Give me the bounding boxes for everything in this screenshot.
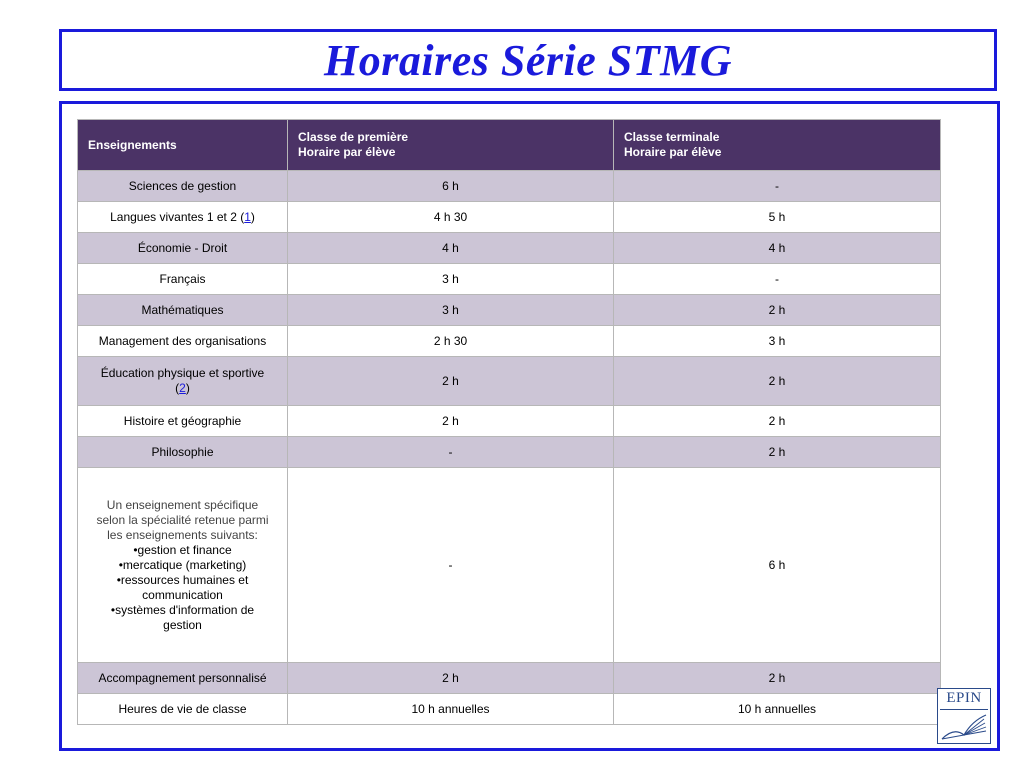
subject-cell: Management des organisations bbox=[78, 326, 288, 357]
book-wing-icon bbox=[940, 711, 988, 741]
subject-cell bbox=[78, 357, 288, 406]
header-premiere bbox=[288, 120, 614, 171]
subject-text-end: ) bbox=[250, 209, 255, 224]
premiere-cell: 10 h annuelles bbox=[288, 694, 614, 725]
epin-logo bbox=[937, 688, 991, 744]
subject-text: Langues vivantes 1 et 2 ( bbox=[110, 209, 245, 224]
specialty-intro-line: Un enseignement spécifique bbox=[106, 497, 259, 512]
premiere-cell: 6 h bbox=[288, 171, 614, 202]
terminale-cell: 2 h bbox=[614, 406, 941, 437]
terminale-cell: 2 h bbox=[614, 295, 941, 326]
footnote-link-1[interactable]: 1 bbox=[244, 209, 251, 224]
premiere-cell: - bbox=[288, 437, 614, 468]
premiere-cell: 3 h bbox=[288, 295, 614, 326]
logo-text: EPIN bbox=[946, 690, 982, 706]
terminale-cell: - bbox=[614, 264, 941, 295]
specialty-option: •gestion et finance bbox=[133, 542, 232, 557]
premiere-cell: 2 h 30 bbox=[288, 326, 614, 357]
header-terminale-line1: Classe terminale bbox=[624, 130, 720, 144]
specialty-intro-line: les enseignements suivants: bbox=[107, 527, 258, 542]
subject-cell bbox=[78, 202, 288, 233]
terminale-cell: 5 h bbox=[614, 202, 941, 233]
premiere-cell: - bbox=[288, 468, 614, 663]
subject-cell: Économie - Droit bbox=[78, 233, 288, 264]
header-premiere-line2: Horaire par élève bbox=[298, 145, 396, 159]
table-row bbox=[78, 468, 941, 663]
table-row bbox=[78, 437, 941, 468]
subject-text-open: ( bbox=[175, 381, 180, 395]
specialty-option: gestion bbox=[163, 617, 202, 632]
specialty-intro-line: selon la spécialité retenue parmi bbox=[96, 512, 269, 527]
subject-text: Éducation physique et sportive bbox=[100, 366, 265, 380]
premiere-cell: 4 h 30 bbox=[288, 202, 614, 233]
premiere-cell: 4 h bbox=[288, 233, 614, 264]
terminale-cell: 4 h bbox=[614, 233, 941, 264]
terminale-cell: 2 h bbox=[614, 663, 941, 694]
slide-title: Horaires Série STMG bbox=[324, 35, 732, 85]
header-terminale-line2: Horaire par élève bbox=[624, 145, 722, 159]
table-row bbox=[78, 202, 941, 233]
schedule-table bbox=[77, 119, 941, 725]
table-row bbox=[78, 357, 941, 406]
subject-cell: Sciences de gestion bbox=[78, 171, 288, 202]
logo-divider bbox=[940, 709, 988, 710]
subject-cell: Mathématiques bbox=[78, 295, 288, 326]
terminale-cell: 2 h bbox=[614, 437, 941, 468]
footnote-link-2[interactable]: 2 bbox=[179, 381, 186, 395]
subject-cell: Français bbox=[78, 264, 288, 295]
premiere-cell: 2 h bbox=[288, 357, 614, 406]
table-row bbox=[78, 326, 941, 357]
terminale-cell: - bbox=[614, 171, 941, 202]
table-header-row bbox=[78, 120, 941, 171]
table-row bbox=[78, 233, 941, 264]
subject-cell: Philosophie bbox=[78, 437, 288, 468]
title-frame bbox=[59, 29, 997, 91]
specialty-option: •ressources humaines et bbox=[116, 572, 249, 587]
table-row bbox=[78, 694, 941, 725]
subject-cell bbox=[78, 468, 288, 663]
table-row bbox=[78, 663, 941, 694]
specialty-option: •mercatique (marketing) bbox=[118, 557, 247, 572]
table-row bbox=[78, 171, 941, 202]
terminale-cell: 3 h bbox=[614, 326, 941, 357]
header-terminale bbox=[614, 120, 941, 171]
subject-cell: Accompagnement personnalisé bbox=[78, 663, 288, 694]
table-row bbox=[78, 406, 941, 437]
terminale-cell: 10 h annuelles bbox=[614, 694, 941, 725]
specialty-option: •systèmes d'information de bbox=[110, 602, 255, 617]
specialty-option: communication bbox=[142, 587, 223, 602]
subject-cell: Heures de vie de classe bbox=[78, 694, 288, 725]
premiere-cell: 3 h bbox=[288, 264, 614, 295]
table-row bbox=[78, 295, 941, 326]
terminale-cell: 6 h bbox=[614, 468, 941, 663]
subject-cell: Histoire et géographie bbox=[78, 406, 288, 437]
subject-text-end: ) bbox=[185, 381, 190, 395]
premiere-cell: 2 h bbox=[288, 663, 614, 694]
premiere-cell: 2 h bbox=[288, 406, 614, 437]
header-enseignements: Enseignements bbox=[78, 120, 288, 171]
header-premiere-line1: Classe de première bbox=[298, 130, 409, 144]
table-row bbox=[78, 264, 941, 295]
terminale-cell: 2 h bbox=[614, 357, 941, 406]
